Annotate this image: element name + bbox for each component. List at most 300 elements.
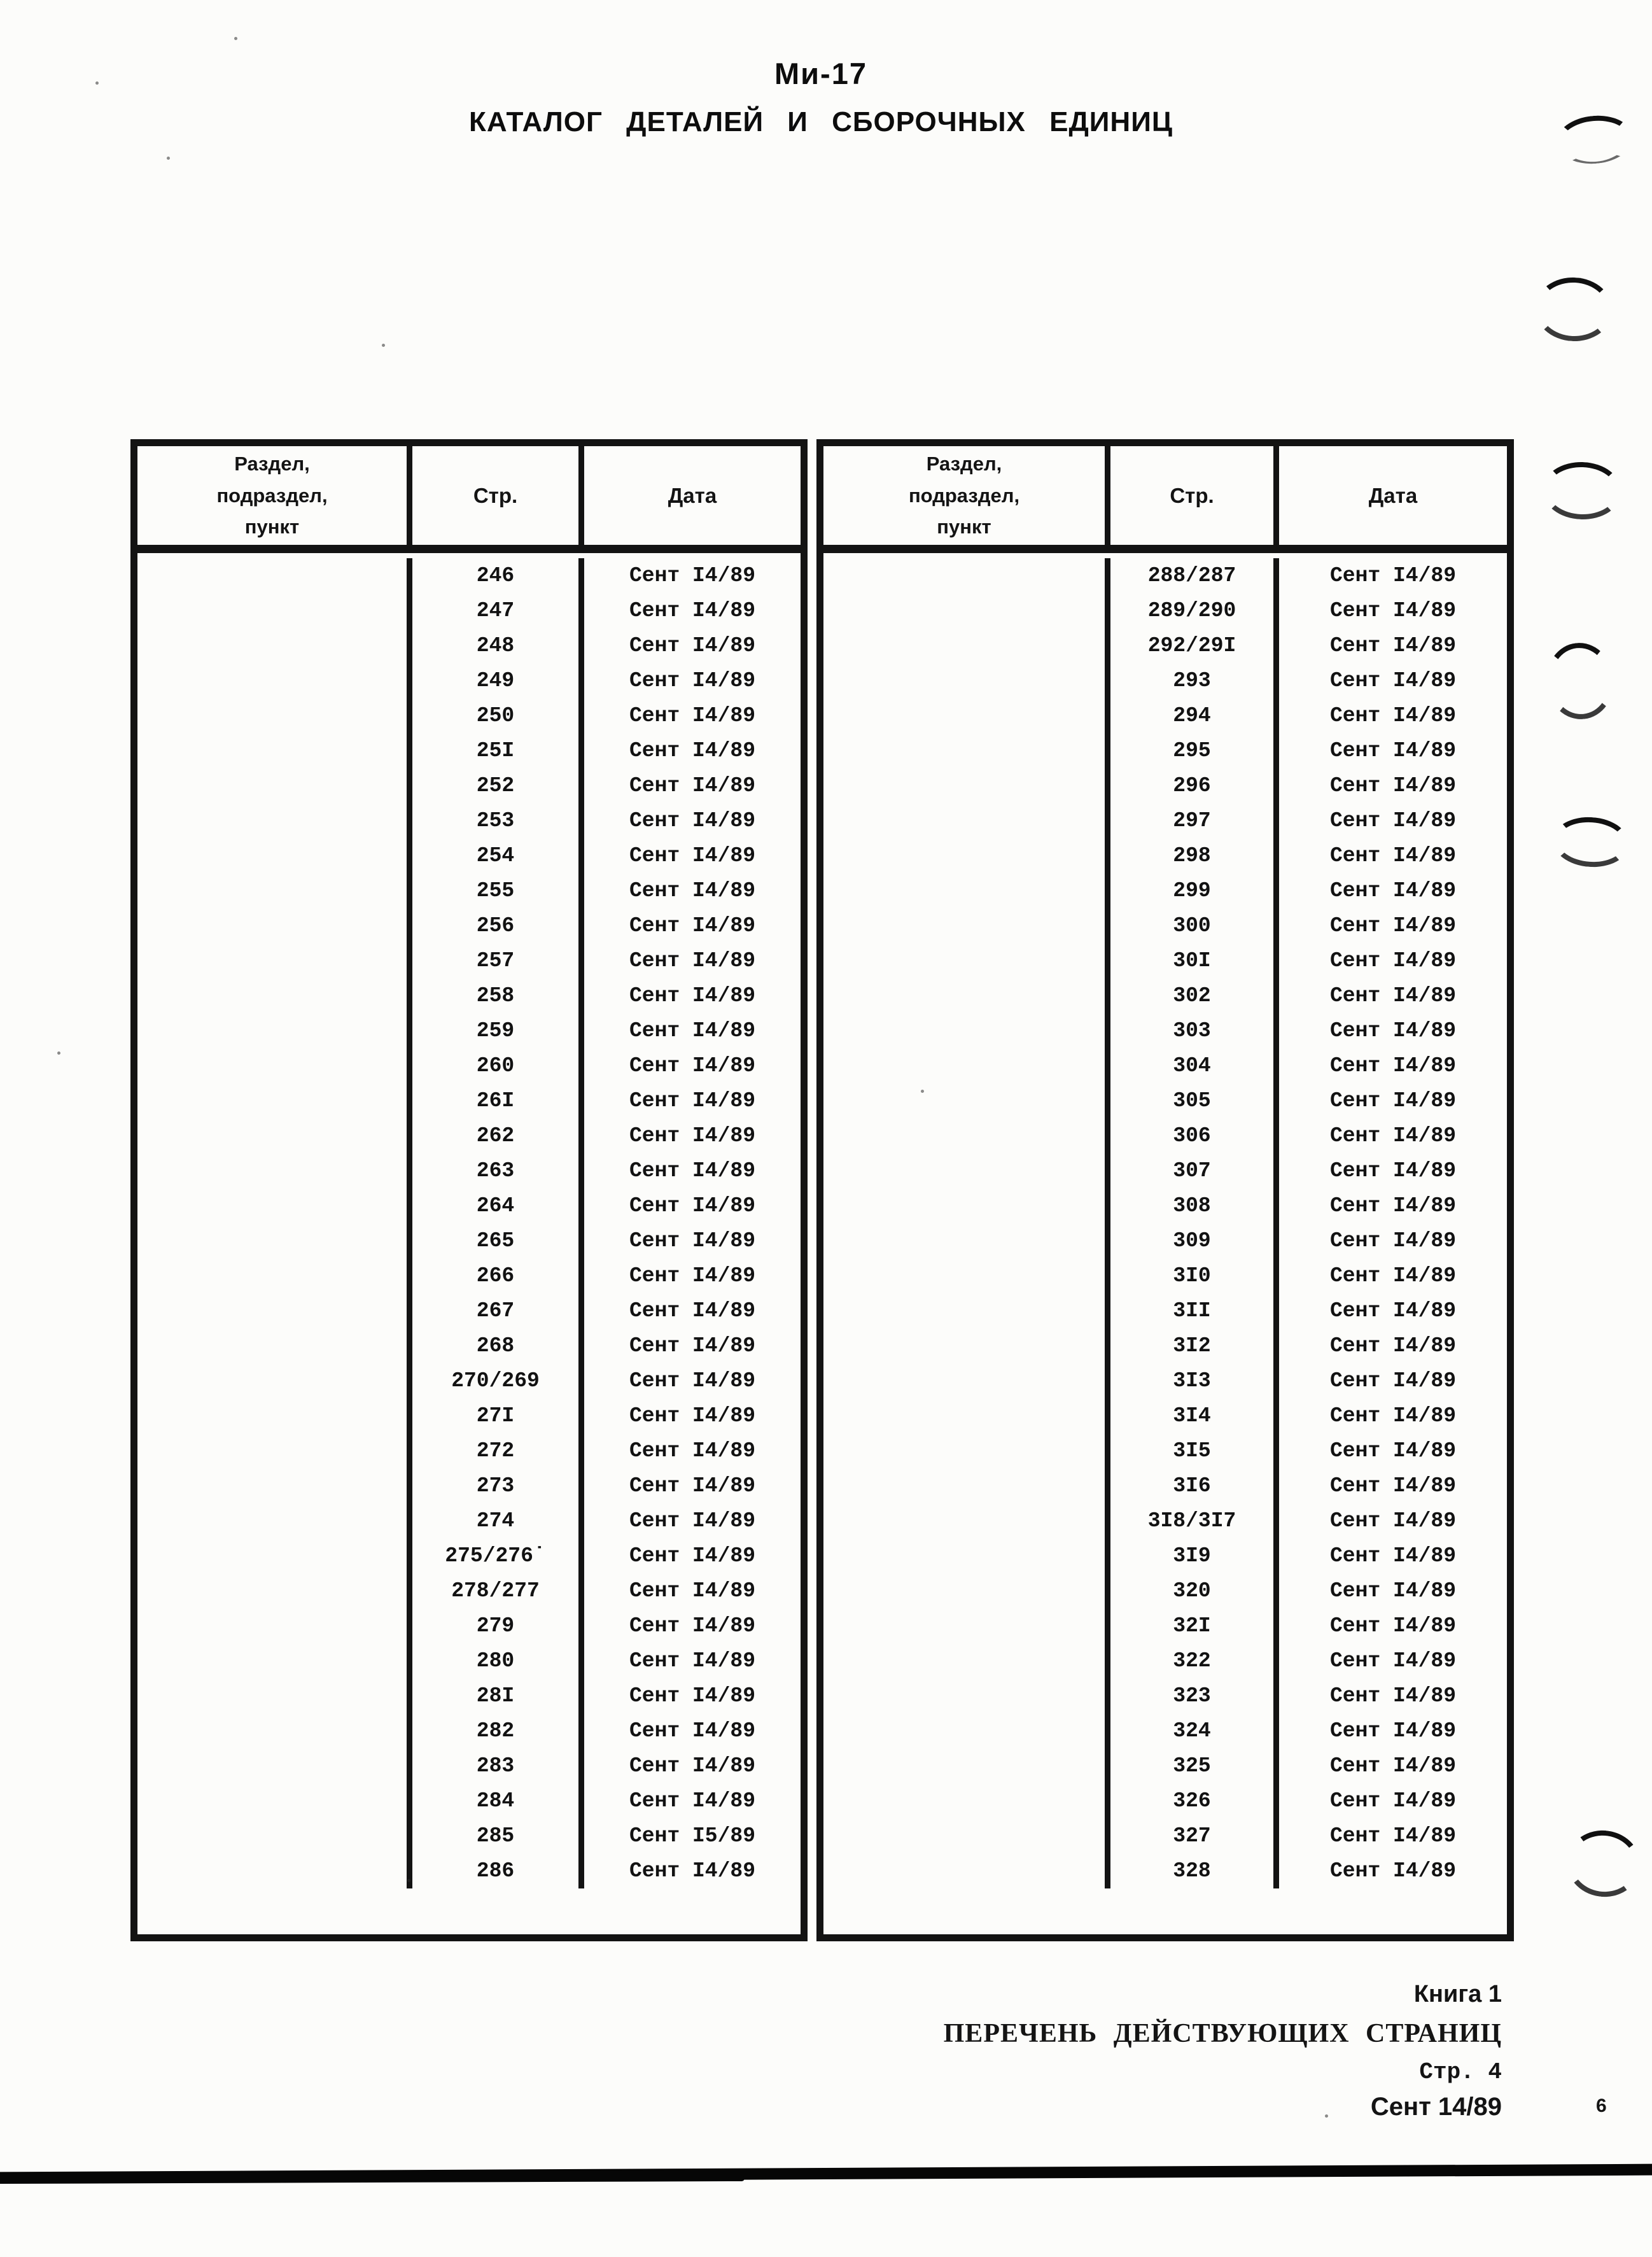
table-row: [820, 1293, 1511, 1328]
table-row: [820, 978, 1511, 1013]
section-cell: [820, 943, 1108, 978]
scan-speck: [1325, 2114, 1328, 2118]
page-cell: 263: [410, 1153, 582, 1188]
table-row: [820, 838, 1511, 873]
section-cell: [134, 1608, 410, 1643]
section-cell: [134, 1853, 410, 1888]
section-cell: [820, 1433, 1108, 1468]
date-cell: Сент I4/89: [1277, 803, 1511, 838]
section-cell: [134, 1223, 410, 1258]
page-cell: 283: [410, 1748, 582, 1783]
page-cell: 248: [410, 628, 582, 663]
table-row: [820, 1083, 1511, 1118]
table-row: [820, 1503, 1511, 1538]
section-cell: [134, 1293, 410, 1328]
section-cell: [820, 1258, 1108, 1293]
page-cell: 292/29I: [1108, 628, 1277, 663]
date-cell: Сент I4/89: [1277, 1818, 1511, 1853]
table-row: [820, 768, 1511, 803]
table-header-row: [134, 443, 804, 549]
date-cell: Сент I4/89: [582, 768, 804, 803]
page-cell: 26I: [410, 1083, 582, 1118]
section-cell: [820, 1678, 1108, 1713]
date-cell: Сент I4/89: [582, 1048, 804, 1083]
table-row: [134, 1468, 804, 1503]
table-row: [820, 873, 1511, 908]
column-header-page: Стр.: [410, 443, 582, 549]
date-cell: Сент I4/89: [1277, 1468, 1511, 1503]
table-row: [820, 1153, 1511, 1188]
page-cell: 3I4: [1108, 1398, 1277, 1433]
date-cell: Сент I4/89: [582, 1153, 804, 1188]
page-cell: 284: [410, 1783, 582, 1818]
page-cell: 252: [410, 768, 582, 803]
section-cell: [820, 663, 1108, 698]
table-row: [820, 1118, 1511, 1153]
table-row: [820, 908, 1511, 943]
page-cell: 323: [1108, 1678, 1277, 1713]
date-cell: Сент I4/89: [1277, 1398, 1511, 1433]
table-row: [820, 1678, 1511, 1713]
corner-page-number: 6: [1596, 2095, 1607, 2116]
table-row: [820, 1853, 1511, 1888]
table-row: [820, 1573, 1511, 1608]
date-cell: Сент I4/89: [582, 1643, 804, 1678]
table-row: [820, 943, 1511, 978]
page-cell: 267: [410, 1293, 582, 1328]
date-cell: Сент I4/89: [582, 873, 804, 908]
date-cell: Сент I4/89: [1277, 1363, 1511, 1398]
date-cell: Сент I4/89: [1277, 698, 1511, 733]
section-cell: [134, 1048, 410, 1083]
page-cell: 326: [1108, 1783, 1277, 1818]
table-row: [134, 628, 804, 663]
date-cell: Сент I4/89: [582, 1503, 804, 1538]
table-row: [134, 593, 804, 628]
page-cell: 297: [1108, 803, 1277, 838]
date-cell: Сент I4/89: [582, 628, 804, 663]
section-cell: [820, 1223, 1108, 1258]
date-cell: Сент I4/89: [582, 908, 804, 943]
section-cell: [134, 698, 410, 733]
date-cell: Сент I4/89: [582, 698, 804, 733]
page-cell: 262: [410, 1118, 582, 1153]
page-cell: 25I: [410, 733, 582, 768]
date-cell: Сент I4/89: [582, 1783, 804, 1818]
date-cell: Сент I4/89: [582, 1223, 804, 1258]
date-cell: Сент I4/89: [582, 803, 804, 838]
footer-date: Сент 14/89: [1370, 2093, 1502, 2121]
table-row: [134, 1783, 804, 1818]
section-cell: [820, 1013, 1108, 1048]
table-row: [134, 1748, 804, 1783]
table-row: [134, 1608, 804, 1643]
section-cell: [134, 1748, 410, 1783]
table-row: [820, 1608, 1511, 1643]
table-row: [820, 1748, 1511, 1783]
table-row: [134, 1503, 804, 1538]
page-cell: 305: [1108, 1083, 1277, 1118]
page-cell: 273: [410, 1468, 582, 1503]
page-cell: 286: [410, 1853, 582, 1888]
table-row: [134, 1083, 804, 1118]
section-cell: [134, 733, 410, 768]
table-row: [134, 1713, 804, 1748]
date-cell: Сент I4/89: [1277, 1748, 1511, 1783]
section-cell: [134, 1573, 410, 1608]
section-cell: [820, 1573, 1108, 1608]
table-row: [134, 908, 804, 943]
table-row: [820, 1258, 1511, 1293]
table-row: [134, 1258, 804, 1293]
table-row: [820, 558, 1511, 593]
page-cell: 3I6: [1108, 1468, 1277, 1503]
table-row: [134, 1678, 804, 1713]
table-row: [820, 1048, 1511, 1083]
section-cell: [134, 593, 410, 628]
table-row: [134, 1818, 804, 1853]
date-cell: Сент I4/89: [1277, 838, 1511, 873]
date-cell: Сент I4/89: [1277, 1328, 1511, 1363]
page-cell: 255: [410, 873, 582, 908]
date-cell: Сент I4/89: [582, 1853, 804, 1888]
page-cell: 270/269: [410, 1363, 582, 1398]
page-cell: 299: [1108, 873, 1277, 908]
page-cell: 253: [410, 803, 582, 838]
table-row: [134, 558, 804, 593]
section-cell: [134, 558, 410, 593]
date-cell: Сент I4/89: [1277, 1083, 1511, 1118]
binding-mark: [1541, 461, 1622, 521]
section-cell: [134, 1433, 410, 1468]
section-cell: [134, 1538, 410, 1573]
date-cell: Сент I4/89: [582, 838, 804, 873]
table-row: [134, 1013, 804, 1048]
date-cell: Сент I4/89: [582, 1713, 804, 1748]
date-cell: Сент I4/89: [1277, 908, 1511, 943]
date-cell: Сент I4/89: [1277, 1503, 1511, 1538]
section-cell: [134, 978, 410, 1013]
effective-pages-table-left: [130, 439, 808, 1941]
section-cell: [820, 1818, 1108, 1853]
date-cell: Сент I4/89: [1277, 628, 1511, 663]
section-cell: [134, 803, 410, 838]
page-cell: 28I: [410, 1678, 582, 1713]
page-cell: 288/287: [1108, 558, 1277, 593]
page-cell: 3II: [1108, 1293, 1277, 1328]
date-cell: Сент I4/89: [1277, 593, 1511, 628]
date-cell: Сент I4/89: [1277, 943, 1511, 978]
table-row: [820, 1433, 1511, 1468]
date-cell: Сент I4/89: [1277, 873, 1511, 908]
page-cell: 282: [410, 1713, 582, 1748]
table-row: [820, 803, 1511, 838]
binding-mark: [1543, 640, 1618, 722]
table-row: [134, 978, 804, 1013]
section-cell: [820, 908, 1108, 943]
page-cell: 309: [1108, 1223, 1277, 1258]
column-header-date: Дата: [582, 443, 804, 549]
date-cell: Сент I4/89: [582, 558, 804, 593]
effective-pages-table-right: [816, 439, 1514, 1941]
date-cell: Сент I4/89: [1277, 1678, 1511, 1713]
table-row: [820, 1328, 1511, 1363]
section-cell: [820, 1783, 1108, 1818]
table-row: [820, 1398, 1511, 1433]
table-row: [134, 1398, 804, 1433]
page-cell: 320: [1108, 1573, 1277, 1608]
page-cell: 256: [410, 908, 582, 943]
date-cell: Сент I4/89: [582, 1328, 804, 1363]
page-cell: 32I: [1108, 1608, 1277, 1643]
scan-speck: [382, 344, 385, 347]
table-row: [134, 768, 804, 803]
date-cell: Сент I4/89: [582, 1258, 804, 1293]
table-row: [134, 1293, 804, 1328]
table-row: [820, 593, 1511, 628]
page-cell: 268: [410, 1328, 582, 1363]
table-row: [134, 663, 804, 698]
section-cell: [134, 1678, 410, 1713]
section-cell: [820, 1398, 1108, 1433]
section-cell: [134, 1468, 410, 1503]
footer-book-label: Книга 1: [1413, 1981, 1502, 2007]
page-cell: 3I3: [1108, 1363, 1277, 1398]
date-cell: Сент I4/89: [582, 1118, 804, 1153]
page-cell: 285: [410, 1818, 582, 1853]
section-cell: [134, 1118, 410, 1153]
table-row: [134, 1188, 804, 1223]
table-row: [820, 1468, 1511, 1503]
date-cell: Сент I4/89: [582, 978, 804, 1013]
table-row: [134, 1538, 804, 1573]
table-row: [820, 1223, 1511, 1258]
section-cell: [134, 1783, 410, 1818]
footer-block: [944, 1981, 1502, 2121]
page-cell: 298: [1108, 838, 1277, 873]
date-cell: Сент I4/89: [1277, 1153, 1511, 1188]
section-cell: [134, 1643, 410, 1678]
date-cell: Сент I4/89: [582, 1398, 804, 1433]
table-row: [820, 1643, 1511, 1678]
page-cell: 308: [1108, 1188, 1277, 1223]
table-row: [134, 803, 804, 838]
page-cell: 325: [1108, 1748, 1277, 1783]
section-cell: [820, 1608, 1108, 1643]
page-cell: 3I5: [1108, 1433, 1277, 1468]
section-cell: [820, 1118, 1108, 1153]
page-cell: 307: [1108, 1153, 1277, 1188]
page-cell: 266: [410, 1258, 582, 1293]
binding-mark: [1551, 815, 1630, 869]
date-cell: Сент I4/89: [582, 1013, 804, 1048]
section-cell: [820, 1293, 1108, 1328]
scan-speck: [234, 37, 237, 40]
page-cell: 279: [410, 1608, 582, 1643]
date-cell: Сент I4/89: [582, 1468, 804, 1503]
title-block: [0, 56, 1642, 138]
date-cell: Сент I4/89: [582, 1608, 804, 1643]
page-cell: 3I2: [1108, 1328, 1277, 1363]
table-row: [134, 1118, 804, 1153]
page-cell: 27I: [410, 1398, 582, 1433]
section-cell: [820, 628, 1108, 663]
table-row: [134, 1853, 804, 1888]
column-header-date: Дата: [1277, 443, 1511, 549]
section-cell: [134, 1398, 410, 1433]
page-cell: 294: [1108, 698, 1277, 733]
date-cell: Сент I4/89: [1277, 1013, 1511, 1048]
date-cell: Сент I4/89: [1277, 1713, 1511, 1748]
date-cell: Сент I4/89: [1277, 1048, 1511, 1083]
date-cell: Сент I4/89: [1277, 1538, 1511, 1573]
page-cell: 30I: [1108, 943, 1277, 978]
date-cell: Сент I4/89: [582, 1538, 804, 1573]
page-cell: 289/290: [1108, 593, 1277, 628]
section-cell: [820, 1503, 1108, 1538]
date-cell: Сент I4/89: [582, 663, 804, 698]
table-row: [134, 1153, 804, 1188]
scan-speck: [167, 157, 170, 160]
column-header-page: Стр.: [1108, 443, 1277, 549]
table-row: [820, 1363, 1511, 1398]
page-cell: 254: [410, 838, 582, 873]
section-cell: [134, 873, 410, 908]
page-cell: 259: [410, 1013, 582, 1048]
binding-mark: [1533, 276, 1614, 343]
page-cell: 322: [1108, 1643, 1277, 1678]
page-cell: 260: [410, 1048, 582, 1083]
section-cell: [134, 1153, 410, 1188]
date-cell: Сент I4/89: [582, 733, 804, 768]
date-cell: Сент I4/89: [1277, 1223, 1511, 1258]
date-cell: Сент I4/89: [582, 1293, 804, 1328]
section-cell: [134, 1083, 410, 1118]
page-cell: 303: [1108, 1013, 1277, 1048]
binding-mark: [1562, 1825, 1644, 1901]
section-cell: [820, 1748, 1108, 1783]
scan-speck: [57, 1051, 60, 1055]
table-row: [134, 733, 804, 768]
page-cell: 306: [1108, 1118, 1277, 1153]
date-cell: Сент I4/89: [1277, 1853, 1511, 1888]
date-cell: Сент I4/89: [1277, 558, 1511, 593]
page-cell: 275/276˙: [410, 1538, 582, 1573]
page-cell: 296: [1108, 768, 1277, 803]
page-cell: 328: [1108, 1853, 1277, 1888]
page-cell: 257: [410, 943, 582, 978]
date-cell: Сент I4/89: [1277, 1293, 1511, 1328]
page-cell: 327: [1108, 1818, 1277, 1853]
page-cell: 274: [410, 1503, 582, 1538]
section-cell: [820, 1153, 1108, 1188]
scan-speck: [95, 81, 99, 85]
table-row: [134, 1433, 804, 1468]
section-cell: [820, 803, 1108, 838]
table-row: [820, 1713, 1511, 1748]
date-cell: Сент I4/89: [582, 1083, 804, 1118]
page-cell: 246: [410, 558, 582, 593]
table-row: [134, 1573, 804, 1608]
date-cell: Сент I4/89: [1277, 1258, 1511, 1293]
section-cell: [820, 978, 1108, 1013]
page-cell: 293: [1108, 663, 1277, 698]
page-cell: 302: [1108, 978, 1277, 1013]
scan-speck: [921, 1090, 924, 1093]
date-cell: Сент I5/89: [582, 1818, 804, 1853]
section-cell: [134, 1013, 410, 1048]
table-row: [134, 698, 804, 733]
column-header-section: Раздел, подраздел, пункт: [820, 443, 1108, 549]
date-cell: Сент I4/89: [1277, 1643, 1511, 1678]
section-cell: [134, 663, 410, 698]
section-cell: [820, 1538, 1108, 1573]
page-cell: 250: [410, 698, 582, 733]
date-cell: Сент I4/89: [1277, 733, 1511, 768]
column-header-section: Раздел, подраздел, пункт: [134, 443, 410, 549]
section-cell: [820, 838, 1108, 873]
table-row: [134, 943, 804, 978]
section-cell: [820, 698, 1108, 733]
date-cell: Сент I4/89: [582, 1363, 804, 1398]
date-cell: Сент I4/89: [1277, 978, 1511, 1013]
section-cell: [134, 1818, 410, 1853]
section-cell: [134, 768, 410, 803]
date-cell: Сент I4/89: [1277, 663, 1511, 698]
section-cell: [134, 628, 410, 663]
table-row: [134, 1048, 804, 1083]
page-cell: 304: [1108, 1048, 1277, 1083]
section-cell: [134, 1363, 410, 1398]
table-row: [820, 628, 1511, 663]
section-cell: [820, 1328, 1108, 1363]
section-cell: [820, 1468, 1108, 1503]
table-row: [820, 1188, 1511, 1223]
date-cell: Сент I4/89: [582, 1573, 804, 1608]
section-cell: [820, 558, 1108, 593]
page-cell: 324: [1108, 1713, 1277, 1748]
section-cell: [134, 1328, 410, 1363]
page-cell: 264: [410, 1188, 582, 1223]
date-cell: Сент I4/89: [582, 943, 804, 978]
table-row: [134, 1223, 804, 1258]
page-cell: 258: [410, 978, 582, 1013]
page-cell: 295: [1108, 733, 1277, 768]
page-cell: 272: [410, 1433, 582, 1468]
section-cell: [134, 908, 410, 943]
table-row: [134, 1328, 804, 1363]
date-cell: Сент I4/89: [582, 1433, 804, 1468]
section-cell: [820, 1083, 1108, 1118]
page-cell: 249: [410, 663, 582, 698]
date-cell: Сент I4/89: [1277, 1783, 1511, 1818]
table-row: [134, 838, 804, 873]
section-cell: [134, 943, 410, 978]
table-row: [820, 698, 1511, 733]
date-cell: Сент I4/89: [1277, 1188, 1511, 1223]
date-cell: Сент I4/89: [582, 1188, 804, 1223]
section-cell: [134, 1713, 410, 1748]
section-cell: [134, 1503, 410, 1538]
table-row: [820, 1013, 1511, 1048]
section-cell: [820, 593, 1108, 628]
section-cell: [820, 1643, 1108, 1678]
section-cell: [820, 768, 1108, 803]
page-cell: 247: [410, 593, 582, 628]
date-cell: Сент I4/89: [1277, 1573, 1511, 1608]
footer-list-title: ПЕРЕЧЕНЬ ДЕЙСТВУЮЩИХ СТРАНИЦ: [943, 2019, 1502, 2048]
table-row: [820, 1783, 1511, 1818]
